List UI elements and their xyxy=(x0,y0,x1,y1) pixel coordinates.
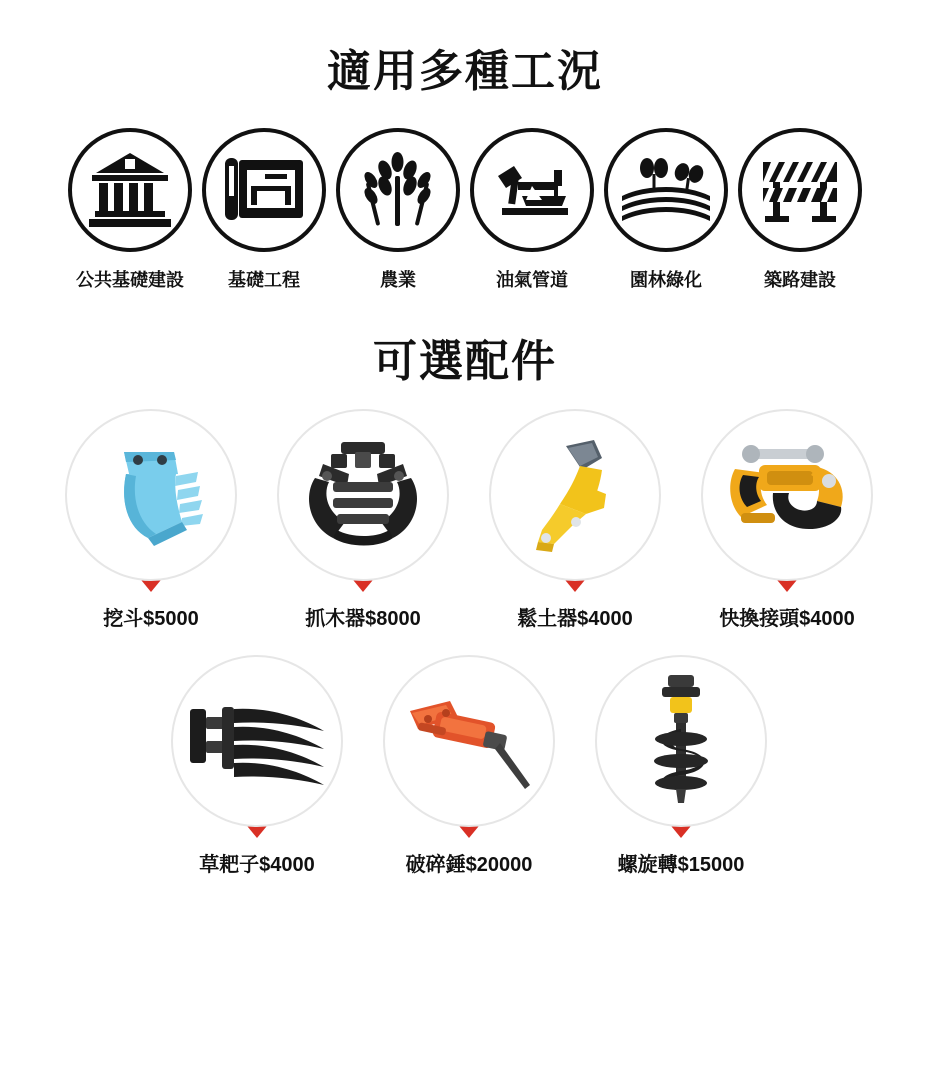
usecase-label: 公共基礎建設 xyxy=(76,270,184,291)
accessory-item-ripper xyxy=(469,409,681,631)
usecase-item-oil-gas-pipeline xyxy=(468,128,596,292)
accessories-row-1 xyxy=(0,409,930,631)
road-barrier-icon xyxy=(738,128,862,252)
landscape-garden-icon xyxy=(604,128,728,252)
excavator-bucket-icon xyxy=(65,409,237,581)
accessory-label: 草耙子$4000 xyxy=(199,853,315,876)
blueprint-icon xyxy=(202,128,326,252)
government-building-icon xyxy=(68,128,192,252)
usecases-section-title: 適用多種工況 xyxy=(327,47,603,96)
usecase-item-foundation-engineering xyxy=(200,128,328,292)
accessory-label: 挖斗$5000 xyxy=(103,607,199,630)
accessories-section-title: 可選配件 xyxy=(373,337,557,387)
ripper-icon xyxy=(489,409,661,581)
accessory-label: 螺旋轉$15000 xyxy=(617,853,745,876)
accessory-item-bucket xyxy=(45,409,257,631)
accessory-item-breaker xyxy=(363,655,575,877)
accessory-label: 鬆土器$4000 xyxy=(517,607,633,630)
accessories-row-2 xyxy=(0,655,930,877)
usecase-label: 築路建設 xyxy=(764,270,836,291)
usecase-label: 園林綠化 xyxy=(630,270,702,291)
accessory-item-auger xyxy=(575,655,787,877)
accessory-item-quick-coupler xyxy=(681,409,893,631)
usecase-item-landscaping xyxy=(602,128,730,292)
wheat-icon xyxy=(336,128,460,252)
rake-icon xyxy=(171,655,343,827)
oil-pump-icon xyxy=(470,128,594,252)
usecase-label: 油氣管道 xyxy=(496,270,568,291)
accessory-item-log-grapple xyxy=(257,409,469,631)
accessory-label: 抓木器$8000 xyxy=(305,607,421,630)
usecase-item-agriculture xyxy=(334,128,462,292)
accessory-label: 破碎錘$20000 xyxy=(405,853,533,876)
accessory-label: 快換接頭$4000 xyxy=(719,607,855,630)
usecase-item-road-construction xyxy=(736,128,864,292)
accessory-item-rake xyxy=(151,655,363,877)
log-grapple-icon xyxy=(277,409,449,581)
hydraulic-breaker-icon xyxy=(383,655,555,827)
auger-icon xyxy=(595,655,767,827)
usecase-label: 農業 xyxy=(380,270,416,291)
usecases-icon-row xyxy=(0,128,930,292)
usecase-label: 基礎工程 xyxy=(228,270,300,291)
quick-coupler-icon xyxy=(701,409,873,581)
usecase-item-public-infrastructure xyxy=(66,128,194,292)
